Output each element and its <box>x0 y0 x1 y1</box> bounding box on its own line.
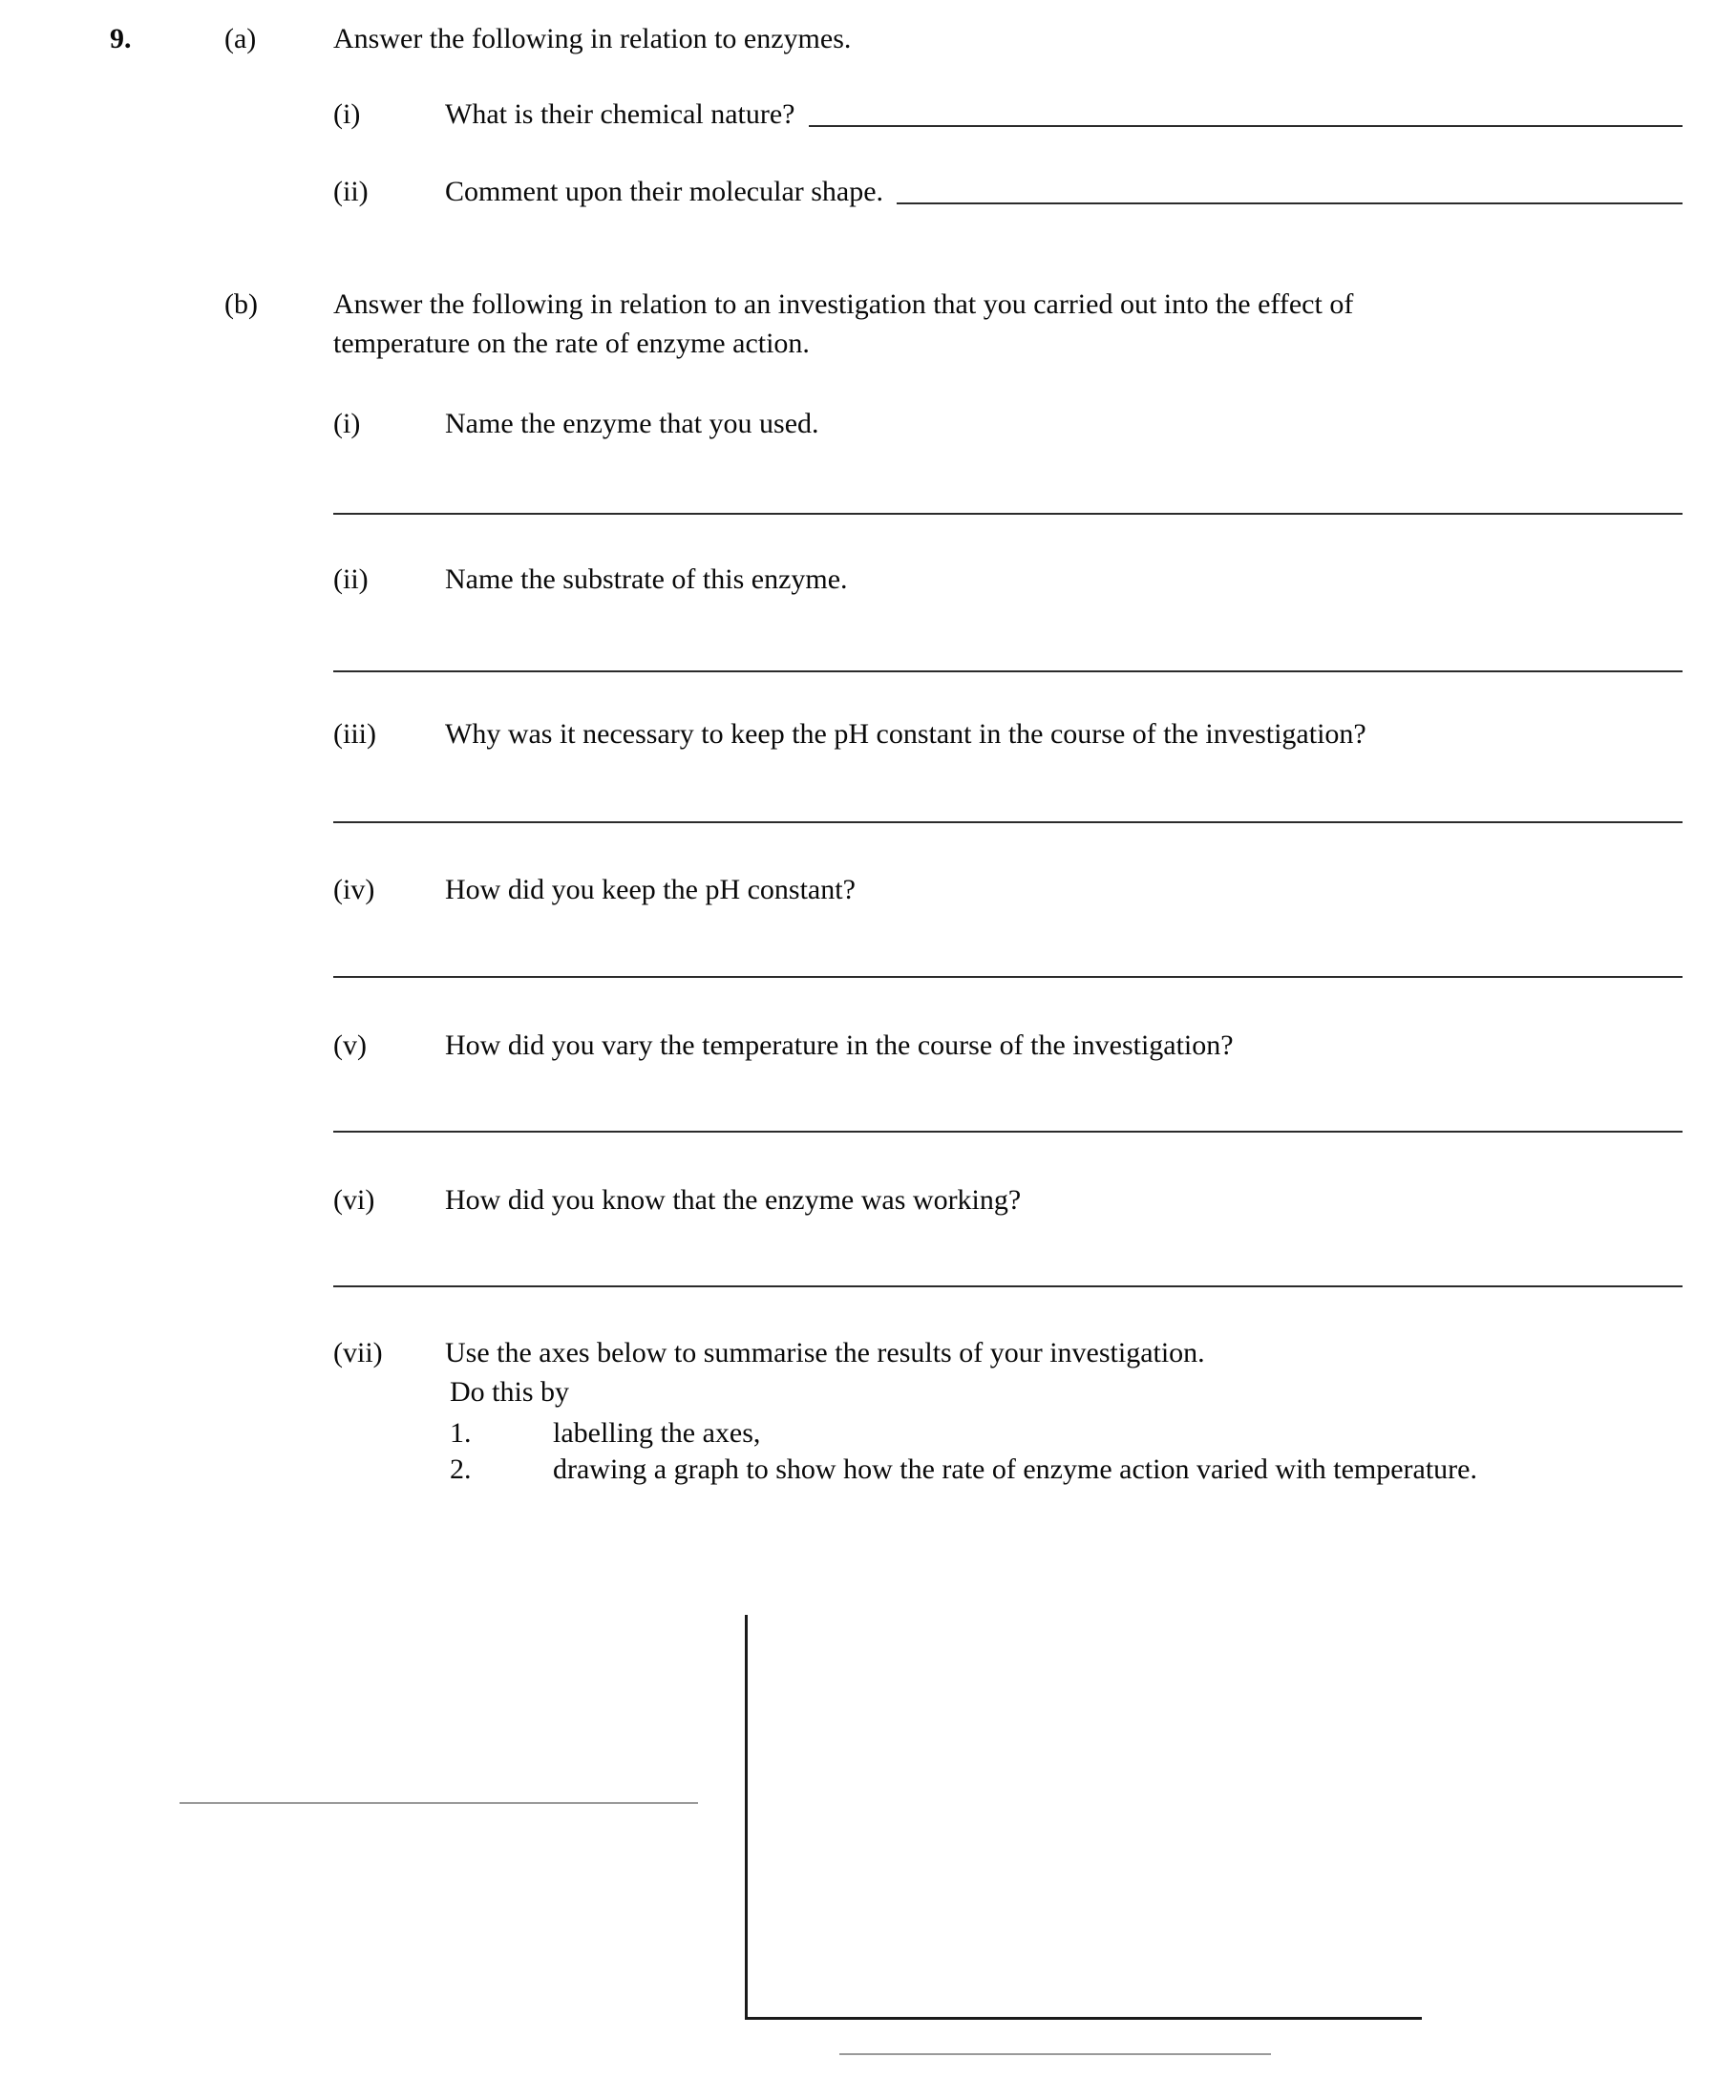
part-b-intro <box>333 286 1353 363</box>
part-b-item-iii <box>333 715 1683 754</box>
item-text: How did you know that the enzyme was working? <box>445 1184 1022 1216</box>
answer-line <box>333 1285 1683 1287</box>
part-b-item-i <box>333 405 1683 444</box>
part-b-intro-line-2: temperature on the rate of enzyme action. <box>333 327 810 359</box>
question-number: 9. <box>110 23 132 54</box>
answer-line <box>897 202 1683 204</box>
sub-item-label: 1. <box>450 1417 472 1449</box>
item-text: Name the enzyme that you used. <box>445 408 819 439</box>
part-a-item-i <box>333 95 1683 135</box>
part-b-item-vi <box>333 1181 1683 1220</box>
item-label: (v) <box>333 1029 367 1061</box>
item-label: (vii) <box>333 1337 383 1368</box>
answer-line <box>333 821 1683 823</box>
part-b-label: (b) <box>224 288 258 320</box>
y-axis-label-line <box>180 1802 698 1804</box>
part-a-item-ii <box>333 173 1683 212</box>
item-label: (iv) <box>333 874 375 905</box>
part-b-item-iv <box>333 871 1683 910</box>
part-b-item-vii <box>333 1334 1683 1373</box>
item-label: (ii) <box>333 176 369 207</box>
item-label: (ii) <box>333 563 369 595</box>
x-axis-label-line <box>839 2053 1271 2055</box>
item-label: (i) <box>333 408 361 439</box>
answer-line <box>333 670 1683 672</box>
part-b-item-ii <box>333 561 1683 600</box>
sub-item-label: 2. <box>450 1453 472 1485</box>
answer-line <box>333 976 1683 978</box>
answer-line <box>333 513 1683 515</box>
item-text: Comment upon their molecular shape. <box>445 176 884 207</box>
item-label: (vi) <box>333 1184 375 1216</box>
part-a-label: (a) <box>224 23 257 54</box>
item-lead-in: Do this by <box>450 1376 570 1408</box>
item-text: Use the axes below to summarise the results of your investigation. <box>445 1337 1205 1368</box>
part-a-intro: Answer the following in relation to enzymes. <box>333 23 852 54</box>
item-text: How did you vary the temperature in the course of the investigation? <box>445 1029 1234 1061</box>
item-text: Name the substrate of this enzyme. <box>445 563 848 595</box>
answer-line <box>333 1131 1683 1133</box>
sub-item-text: labelling the axes, <box>553 1417 761 1449</box>
item-text: Why was it necessary to keep the pH constant in the course of the investigation? <box>445 718 1366 750</box>
graph-axes <box>745 1615 1422 2020</box>
answer-line <box>809 125 1683 127</box>
item-label: (iii) <box>333 718 376 750</box>
sub-item-text: drawing a graph to show how the rate of enzyme action varied with temperature. <box>553 1453 1477 1485</box>
item-label: (i) <box>333 98 361 130</box>
part-b-item-v <box>333 1027 1683 1066</box>
item-text: How did you keep the pH constant? <box>445 874 856 905</box>
item-text: What is their chemical nature? <box>445 98 795 130</box>
part-b-intro-line-1: Answer the following in relation to an investigation that you carried out into the effect of <box>333 288 1354 320</box>
